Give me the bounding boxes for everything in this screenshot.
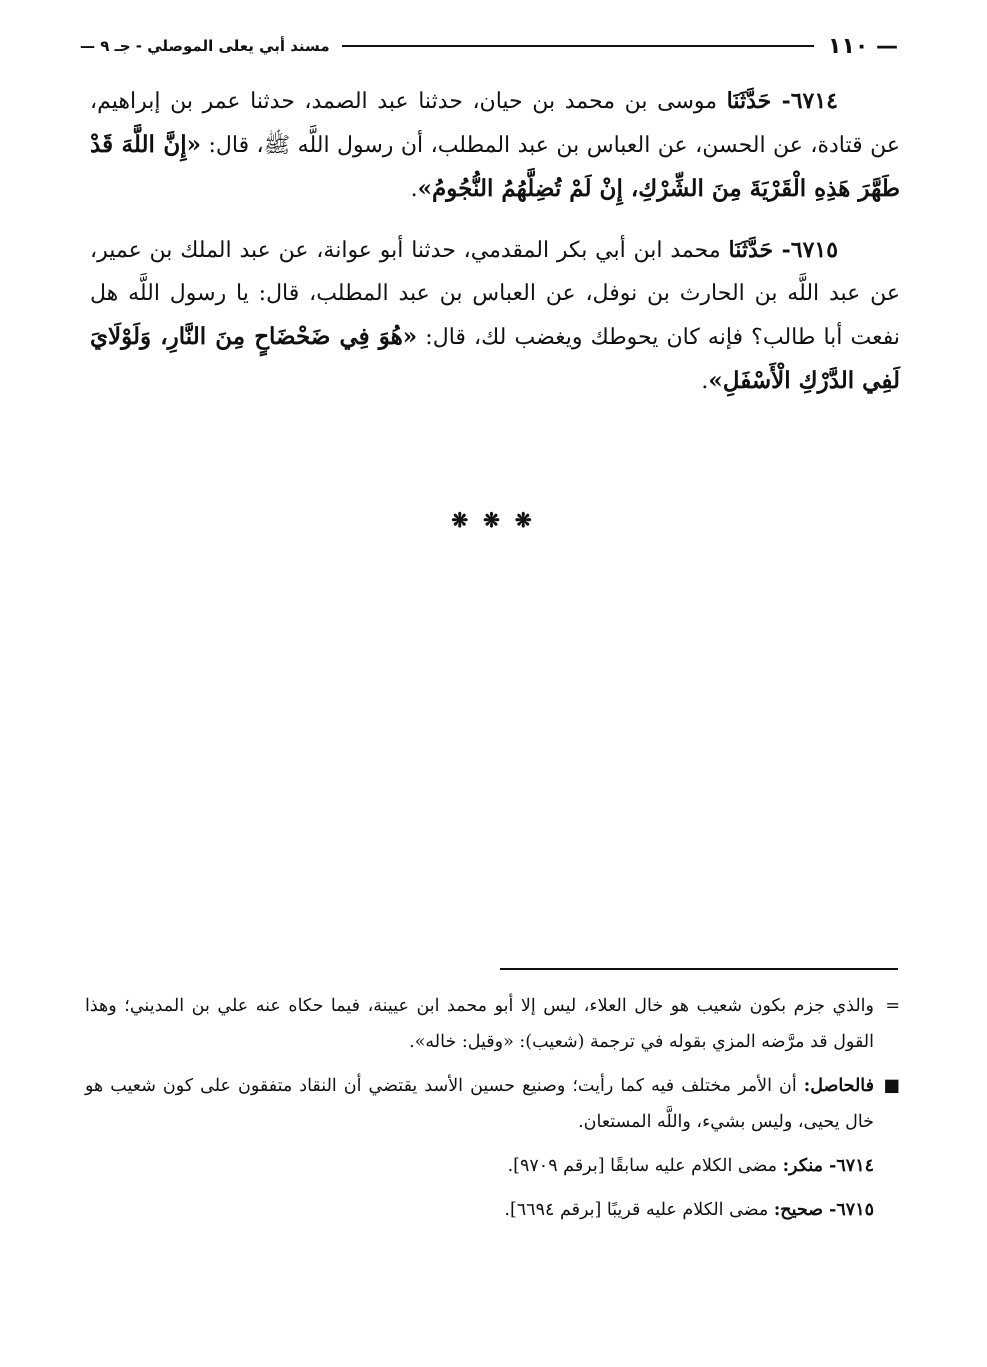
footnotes — [85, 988, 900, 1236]
footnote-text: والذي جزم بكون شعيب هو خال العلاء، ليس إلا أبو محمد ابن عيينة، فيما حكاه عنه علي بن المديني؛ وهذا القول قد مرَّضه المزي بقوله في ترجمة (شعيب): «وقيل: خاله». — [85, 996, 874, 1052]
footnote-number: ٦٧١٥ - — [823, 1200, 874, 1220]
page-number: — ١١٠ — [820, 34, 898, 59]
hadith-opening: حَدَّثَنَا — [726, 88, 772, 114]
hadith-opening: حَدَّثَنَا — [728, 237, 774, 263]
section-separator: ❋ ❋ ❋ — [451, 508, 536, 532]
footnote-grade: صحيح: — [773, 1200, 824, 1220]
hadith-6715 — [90, 229, 900, 403]
continuation-mark: = — [885, 996, 900, 1016]
footnote-conclusion — [85, 1068, 900, 1140]
hadith-6714 — [90, 80, 900, 211]
hadith-isnad: محمد ابن أبي بكر المقدمي، حدثنا أبو عوانة، عن عبد الملك بن عمير، عن عبد اللَّه بن الحارث بن نوفل، عن العباس بن عبد المطلب، قال: يا رسول اللَّه هل نفعت أبا طالب؟ فإنه كان يحوطك ويغضب لك، قال: — [90, 238, 900, 350]
hadith-end: . — [701, 369, 709, 394]
footnote-6714 — [85, 1148, 900, 1184]
footnote-number: ٦٧١٤ - — [823, 1156, 874, 1176]
hadith-matn: «إِنَّ اللَّهَ قَدْ طَهَّرَ هَذِهِ الْقَرْيَةَ مِنَ الشِّرْكِ، إِنْ لَمْ تُضِلَّهُمُ النُّجُومُ» — [90, 131, 900, 202]
footnote-term: فالحاصل: — [803, 1076, 874, 1096]
hadith-number: ٦٧١٥ - — [773, 237, 838, 263]
main-text — [90, 80, 900, 421]
hadith-number: ٦٧١٤ - — [771, 88, 838, 114]
hadith-end: . — [410, 177, 418, 202]
page-header — [80, 28, 898, 64]
footnote-continuation — [85, 988, 900, 1060]
square-bullet-icon: ■ — [883, 1076, 900, 1096]
hadith-isnad: موسى بن محمد بن حيان، حدثنا عبد الصمد، حدثنا عمر بن إبراهيم، عن قتادة، عن الحسن، عن العباس بن عبد المطلب، أن رسول اللَّه ﷺ، قال: — [90, 89, 900, 158]
footnote-text: أن الأمر مختلف فيه كما رأيت؛ وصنيع حسين الأسد يقتضي أن النقاد متفقون على كون شعيب هو خال يحيى، وليس بشيء، واللَّه المستعان. — [85, 1076, 874, 1132]
header-rule — [342, 45, 814, 47]
footnote-grade: منكر: — [782, 1156, 824, 1176]
footnote-6715 — [85, 1192, 900, 1228]
running-title: مسند أبي يعلى الموصلي - جـ ٩ — — [80, 37, 336, 55]
hadith-matn: «هُوَ فِي ضَحْضَاحٍ مِنَ النَّارِ، وَلَوْلَايَ لَفِي الدَّرْكِ الْأَسْفَلِ» — [90, 323, 900, 394]
footnote-text: مضى الكلام عليه سابقًا [برقم ٩٧٠٩]. — [507, 1156, 778, 1176]
footnote-text: مضى الكلام عليه قريبًا [برقم ٦٦٩٤]. — [504, 1200, 769, 1220]
footnote-rule — [500, 968, 898, 970]
